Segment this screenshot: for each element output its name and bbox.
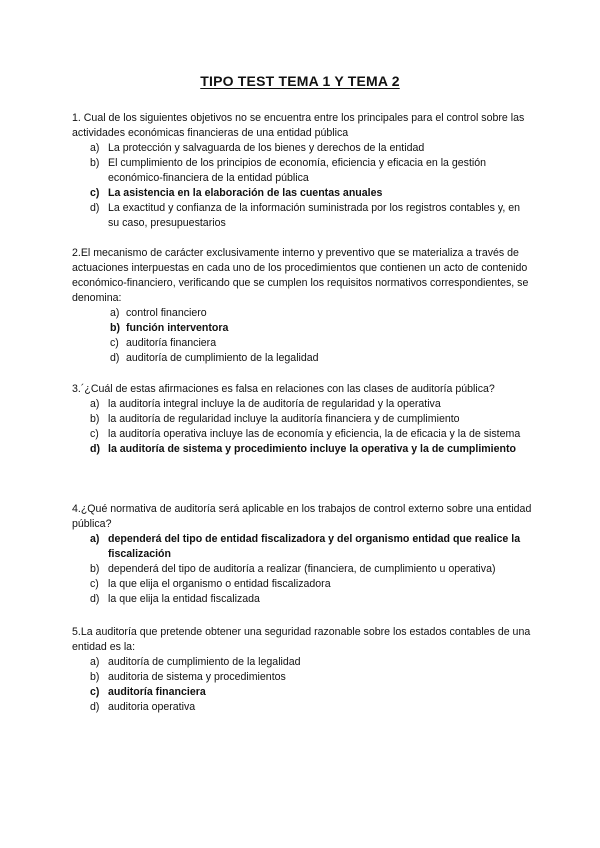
option-d <box>72 351 532 366</box>
option-text: auditoría financiera <box>108 686 206 698</box>
option-letter: a) <box>90 142 100 154</box>
option-letter: b) <box>90 563 100 575</box>
question-3 <box>72 382 532 457</box>
page-title: TIPO TEST TEMA 1 Y TEMA 2 <box>200 73 400 89</box>
option-a <box>72 141 532 156</box>
question-text: 2.El mecanismo de carácter exclusivamente interno y preventivo que se materializa a través de actuaciones interpuestas en cada uno de los procedimientos que contienen un acto de contenido económico-financiero, verificando que se cumplen los requisitos normativos correspondientes, se denomina: <box>72 247 529 304</box>
option-b <box>72 670 532 685</box>
option-b <box>72 562 532 577</box>
option-text: La asistencia en la elaboración de las cuentas anuales <box>108 187 383 199</box>
question-5 <box>72 625 532 715</box>
option-d <box>72 592 532 607</box>
option-text: control financiero <box>126 307 207 319</box>
option-letter: a) <box>90 398 100 410</box>
option-letter: a) <box>90 656 100 668</box>
question-1 <box>72 111 532 231</box>
options-list <box>72 141 532 231</box>
option-c <box>72 427 532 442</box>
option-text: la auditoría integral incluye la de auditoría de regularidad y la operativa <box>108 398 441 410</box>
options-list <box>72 655 532 715</box>
option-text: La exactitud y confianza de la información suministrada por los registros contables y, en su caso, presupuestarios <box>108 202 520 229</box>
option-letter: c) <box>90 428 99 440</box>
question-text: 5.La auditoría que pretende obtener una seguridad razonable sobre los estados contables de una entidad es la: <box>72 626 531 653</box>
option-text: auditoría de cumplimiento de la legalidad <box>126 352 319 364</box>
option-letter: b) <box>110 322 120 334</box>
option-letter: d) <box>90 202 100 214</box>
option-text: la que elija la entidad fiscalizada <box>108 593 260 605</box>
option-letter: a) <box>90 533 100 545</box>
question-text: 3.´¿Cuál de estas afirmaciones es falsa en relaciones con las clases de auditoría pública? <box>72 383 495 395</box>
option-letter: c) <box>90 686 100 698</box>
option-d-correct <box>72 442 532 457</box>
option-text: El cumplimiento de los principios de economía, eficiencia y eficacia en la gestión económico-financiera de la entidad pública <box>108 157 487 184</box>
question-4 <box>72 502 532 607</box>
option-text: auditoria operativa <box>108 701 196 713</box>
option-letter: d) <box>90 593 100 605</box>
option-text: auditoría de cumplimiento de la legalidad <box>108 656 301 668</box>
option-letter: d) <box>110 352 120 364</box>
option-text: la auditoría operativa incluye las de economía y eficiencia, la de eficacia y la de sistema <box>108 428 521 440</box>
option-c-correct <box>72 186 532 201</box>
option-letter: d) <box>90 701 100 713</box>
option-letter: d) <box>90 443 100 455</box>
option-text: La protección y salvaguarda de los bienes y derechos de la entidad <box>108 142 425 154</box>
option-d <box>72 201 532 231</box>
option-c <box>72 577 532 592</box>
option-b-correct <box>72 321 532 336</box>
question-text: 1. Cual de los siguientes objetivos no se encuentra entre los principales para el control sobre las actividades económicas financieras de una entidad pública <box>72 112 525 139</box>
option-letter: a) <box>110 307 120 319</box>
option-text: la auditoría de sistema y procedimiento incluye la operativa y la de cumplimiento <box>108 443 516 455</box>
option-d <box>72 700 532 715</box>
options-list <box>72 532 532 607</box>
option-a <box>72 655 532 670</box>
option-a <box>72 397 532 412</box>
option-letter: c) <box>110 337 119 349</box>
option-text: dependerá del tipo de auditoría a realizar (financiera, de cumplimiento u operativa) <box>108 563 496 575</box>
option-text: la que elija el organismo o entidad fiscalizadora <box>108 578 331 590</box>
options-list <box>72 397 532 457</box>
option-letter: b) <box>90 413 100 425</box>
option-letter: b) <box>90 157 100 169</box>
option-letter: c) <box>90 187 100 199</box>
option-letter: b) <box>90 671 100 683</box>
question-text: 4.¿Qué normativa de auditoría será aplicable en los trabajos de control externo sobre una entidad pública? <box>72 503 532 530</box>
option-text: la auditoría de regularidad incluye la auditoría financiera y de cumplimiento <box>108 413 460 425</box>
option-c-correct <box>72 685 532 700</box>
option-a <box>72 306 532 321</box>
option-text: función interventora <box>126 322 229 334</box>
option-letter: c) <box>90 578 99 590</box>
question-2 <box>72 246 532 366</box>
option-text: dependerá del tipo de entidad fiscalizadora y del organismo entidad que realice la fiscalización <box>108 533 521 560</box>
option-text: auditoria de sistema y procedimientos <box>108 671 286 683</box>
options-list <box>72 306 532 366</box>
option-b <box>72 412 532 427</box>
option-c <box>72 336 532 351</box>
option-b <box>72 156 532 186</box>
option-text: auditoría financiera <box>126 337 217 349</box>
option-a-correct <box>72 532 532 562</box>
